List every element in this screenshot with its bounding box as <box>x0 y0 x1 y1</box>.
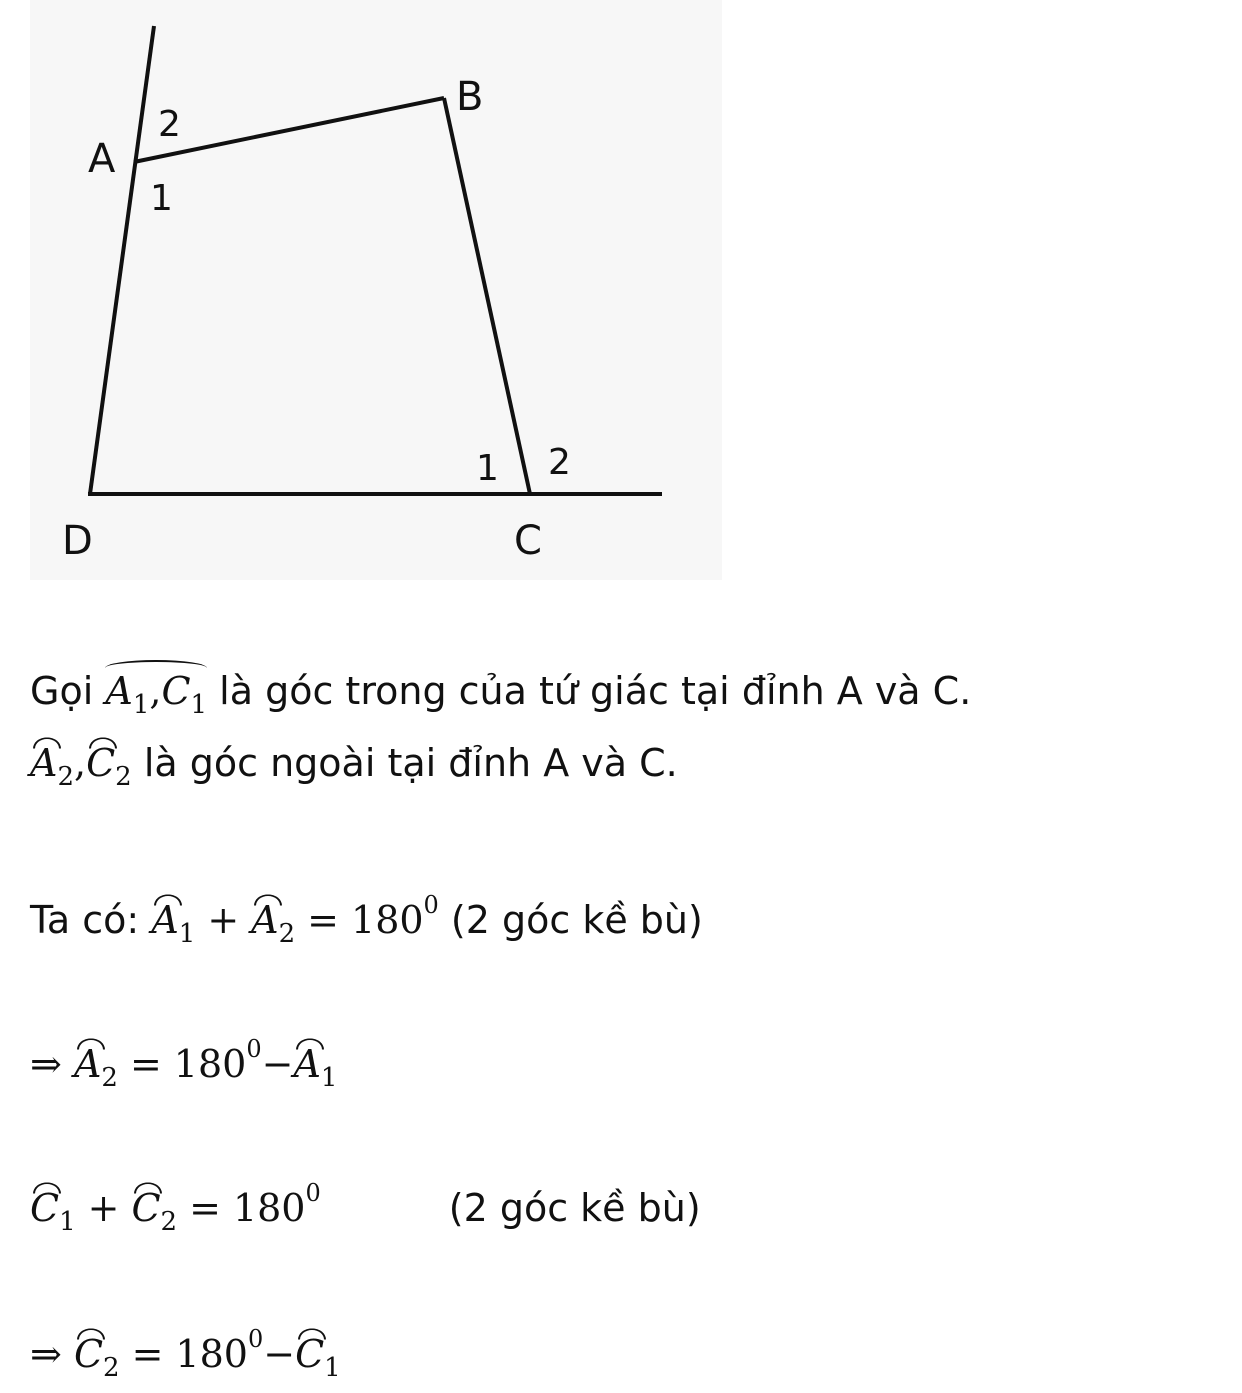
angle-a2 <box>30 738 57 788</box>
equals-sign: = <box>189 1186 221 1230</box>
text-line-3 <box>30 880 703 959</box>
angle-comma: , <box>74 741 87 785</box>
angle-a1 <box>293 1039 320 1089</box>
degree-sup: 0 <box>305 1179 321 1207</box>
equals-sign: = <box>307 898 340 942</box>
angle-a2-letter: A <box>251 898 279 942</box>
angle-a2-sub: 2 <box>101 1063 118 1093</box>
vertex-label-d: D <box>62 518 93 564</box>
vertex-label-a: A <box>88 136 116 182</box>
degree-sup: 0 <box>423 891 439 919</box>
angle-c1 <box>30 1183 59 1233</box>
vertex-label-c: C <box>514 518 542 564</box>
angle-label-a-outer: 2 <box>158 104 181 145</box>
side-BC <box>444 98 530 494</box>
equals-sign: = <box>131 1332 164 1376</box>
angle-a2 <box>74 1039 101 1089</box>
text-line-2 <box>30 738 678 802</box>
angle-c2-letter: C <box>73 1332 104 1376</box>
angles-a1-c1 <box>105 666 207 730</box>
implies-arrow: ⇒ <box>30 1042 62 1086</box>
quadrilateral-figure <box>30 0 722 580</box>
angle-comma: , <box>149 669 162 713</box>
angle-c2-sub: 2 <box>115 762 132 792</box>
angle-a2-sub: 2 <box>57 762 74 792</box>
angle-c1-letter: C <box>295 1332 325 1376</box>
angle-c1-sub: 1 <box>59 1207 76 1237</box>
angle-a2-sub: 2 <box>278 919 296 949</box>
angle-c2 <box>74 1329 103 1379</box>
value-180: 180 <box>173 1042 247 1086</box>
angle-a1 <box>151 895 178 945</box>
implies-arrow: ⇒ <box>30 1332 62 1376</box>
angle-label-a-inner: 1 <box>150 178 173 219</box>
angle-a1-sub: 1 <box>320 1063 338 1093</box>
angle-a1-letter: A <box>151 898 179 942</box>
line3-prefix: Ta có: <box>30 898 140 942</box>
angle-c2-sub: 2 <box>160 1207 178 1237</box>
minus-sign: − <box>263 1332 296 1376</box>
angle-a2-letter: A <box>30 741 58 785</box>
plus-sign: + <box>87 1186 120 1230</box>
angle-a1-sub: 1 <box>132 690 150 720</box>
text-line-5 <box>30 1168 701 1247</box>
angle-a1-sub: 1 <box>178 919 196 949</box>
line1-prefix: Gọi <box>30 669 94 713</box>
text-line-1 <box>30 666 971 730</box>
side-DA-extended <box>90 26 154 494</box>
line5-note: (2 góc kề bù) <box>448 1186 701 1230</box>
line3-note: (2 góc kề bù) <box>450 898 703 942</box>
angle-c1-letter: C <box>30 1186 60 1230</box>
minus-sign: − <box>261 1042 294 1086</box>
vertex-label-b: B <box>456 74 484 120</box>
angle-a1-letter: A <box>105 669 133 713</box>
angle-c2-sub: 2 <box>103 1353 120 1383</box>
plus-sign: + <box>207 898 240 942</box>
text-line-6 <box>30 1314 341 1393</box>
angle-c2 <box>131 1183 160 1233</box>
line1-suffix: là góc trong của tứ giác tại đỉnh A và C. <box>219 669 972 713</box>
angle-label-c-inner: 1 <box>476 448 499 489</box>
angle-c1 <box>295 1329 324 1379</box>
angle-c1-letter: C <box>161 669 191 713</box>
angle-c2-letter: C <box>86 741 116 785</box>
angle-c2-letter: C <box>131 1186 161 1230</box>
text-line-4 <box>30 1024 337 1103</box>
degree-sup: 0 <box>246 1035 262 1063</box>
value-180: 180 <box>351 898 424 942</box>
value-180: 180 <box>232 1186 306 1230</box>
line2-suffix: là góc ngoài tại đỉnh A và C. <box>143 741 678 785</box>
equals-sign: = <box>129 1042 162 1086</box>
value-180: 180 <box>175 1332 248 1376</box>
angle-a2 <box>251 895 278 945</box>
degree-sup: 0 <box>247 1325 264 1353</box>
angle-c1-sub: 1 <box>190 690 208 720</box>
angle-a1-letter: A <box>293 1042 321 1086</box>
angle-c2 <box>86 738 115 788</box>
angle-c1-sub: 1 <box>324 1353 341 1383</box>
figure-svg <box>30 0 722 580</box>
angle-label-c-outer: 2 <box>548 442 571 483</box>
angle-a2-letter: A <box>73 1042 102 1086</box>
